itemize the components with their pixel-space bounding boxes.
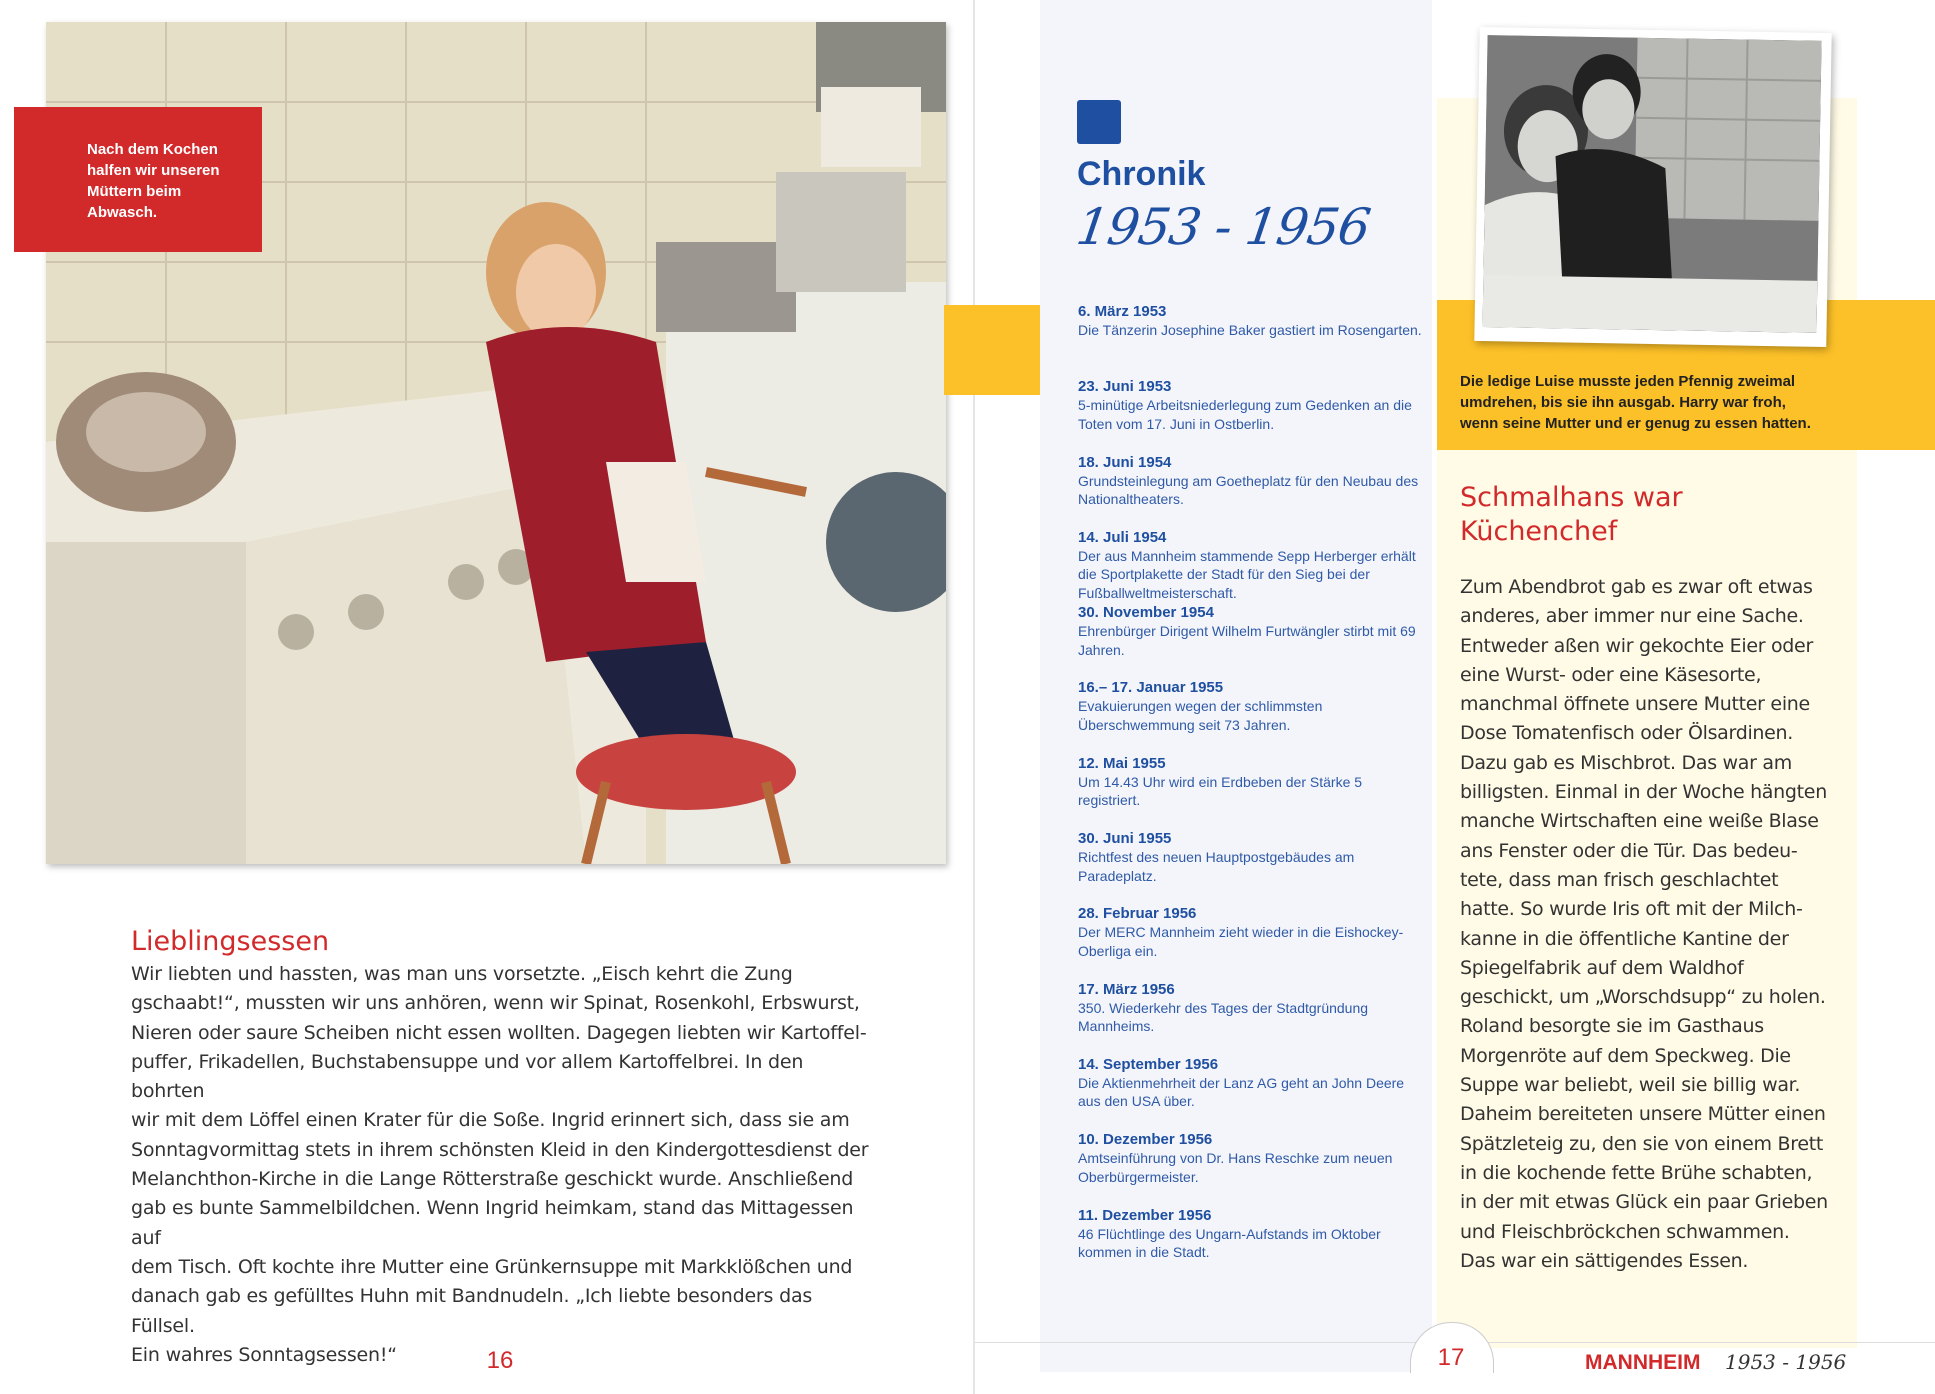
chronik-text: 5-minütige Arbeitsniederlegung zum Gedenken an die Toten vom 17. Juni in Ostberlin. [1078,397,1412,432]
chronik-entry [1078,377,1423,452]
chronik-text: Die Aktienmehrheit der Lanz AG geht an John Deere aus den USA über. [1078,1074,1405,1110]
chronik-entry [1078,1055,1423,1130]
chronik-text: 350. Wiederkehr des Tages der Stadtgründung Mannheims. [1078,999,1369,1035]
chronik-title: Chronik [1077,155,1206,193]
chronik-date: 12. Mai 1955 [1078,754,1166,772]
chronik-date: 23. Juni 1953 [1078,378,1172,396]
yellow-accent-band-left [944,305,1040,395]
chronik-entry [1078,1206,1423,1281]
chronik-text: Evakuierungen wegen der schlimmsten Überschwemmung seit 73 Jahren. [1078,698,1323,733]
footer-years: 1953 - 1956 [1725,1350,1847,1374]
chronik-date: 30. Juni 1955 [1078,830,1172,848]
footer-brand: MANNHEIM [1585,1351,1701,1374]
chronik-square-icon [1077,100,1121,144]
chronik-entry [1078,528,1423,603]
chronik-entry [1078,603,1423,678]
chronik-text: Der aus Mannheim stammende Sepp Herberger erhält die Sportplakette der Stadt für den Sieg bei der Fußballweltmeisterschaft. [1078,547,1416,601]
chronik-date: 14. September 1956 [1078,1055,1219,1073]
chronik-date: 10. Dezember 1956 [1078,1131,1213,1149]
chronik-date: 6. März 1953 [1078,303,1167,320]
page-number-left: 16 [486,1347,514,1374]
mother-son-photo-image [1483,35,1822,333]
chronik-years: 1953 - 1956 [1072,198,1374,256]
chronik-entry [1078,980,1423,1055]
photo-caption-mother-son: Die ledige Luise musste jeden Pfennig zweimal umdrehen, bis sie ihn ausgab. Harry war froh, wenn seine Mutter und er genug zu essen hatten. [1460,373,1811,432]
chronik-text: Der MERC Mannheim zieht wieder in die Eishockey-Oberliga ein. [1078,924,1404,959]
chronik-date: 18. Juni 1954 [1078,453,1172,471]
chronik-date: 17. März 1956 [1078,980,1175,998]
chronik-entry [1078,302,1423,377]
heading-lieblingsessen: Lieblingsessen [131,926,330,957]
chronik-entry [1078,678,1423,753]
chronik-date: 16.– 17. Januar 1955 [1078,679,1224,697]
chronik-entry [1078,754,1423,829]
chronik-date: 28. Februar 1956 [1078,905,1197,923]
photo-caption-kitchen: Nach dem Kochen halfen wir unseren Müttern beim Abwasch. [14,107,262,252]
mother-son-photo [1474,27,1831,347]
chronik-list [1078,302,1423,1281]
chronik-entry [1078,829,1423,904]
chronik-date: 11. Dezember 1956 [1078,1206,1212,1224]
chronik-date: 30. November 1954 [1078,604,1214,622]
chronik-text: Die Tänzerin Josephine Baker gastiert im Rosengarten. [1078,322,1422,338]
heading-schmalhans: Schmalhans war Küchenchef [1460,482,1683,547]
chronik-text: Grundsteinlegung am Goetheplatz für den Neubau des Nationaltheaters. [1078,472,1419,508]
body-text-left: Wir liebten und hassten, was man uns vorsetzte. „Eisch kehrt die Zung gschaabt!“, mussten wir uns anhören, wenn wir Spinat, Rosenkohl, Erbswurst, Nieren oder saure Scheiben nicht essen wollten. Dagegen liebten wir Kartoffel- puffer, Frikadellen, Buchstabensuppe und vor allem Kartoffelbrei. In den bohrten wir mit dem Löffel einen Krater für die Soße. Ingrid erinnert sich, dass sie am Sonntagvormittag stets in ihrem schönsten Kleid in den Kindergottesdienst der Melanchthon-Kirche in die Lange Rötterstraße geschickt wurde. Anschließend gab es bunte Sammelbildchen. Wenn Ingrid heimkam, stand das Mittagessen auf dem Tisch. Oft kochte ihre Mutter eine Grünkernsuppe mit Markklößchen und danach gab es gefülltes Huhn mit Bandnudeln. „Ich liebte besonders das Füllsel. Ein wahres Sonntagsessen!“ [131,963,869,1366]
chronik-text: Um 14.43 Uhr wird ein Erdbeben der Stärke 5 registriert. [1078,773,1363,809]
body-text-right: Zum Abendbrot gab es zwar oft etwas anderes, aber immer nur eine Sache. Entweder aßen wir gekochte Eier oder eine Wurst- oder eine Käsesorte, manchmal öffnete unsere Mutter eine Dose Tomatenfisch oder Ölsardinen. Dazu gab es Mischbrot. Das war am billigsten. Einmal in der Woche hängten manche Wirtschaften eine weiße Blase ans Fenster oder die Tür. Das bedeu- tete, dass man frisch geschlachtet hatte. So wurde Iris oft mit der Milch- kanne in die öffentliche Kantine der Spiegelfabrik auf dem Waldhof geschickt, um „Worschdsupp“ zu holen. Roland besorgte sie im Gasthaus Morgenröte auf dem Speckweg. Die Suppe war beliebt, weil sie billig war. Daheim bereiteten unsere Mütter einen Spätzleteig zu, den sie von einem Brett in die kochende fette Brühe schabten, in der mit etwas Glück ein paar Grieben und Fleischbröckchen schwammen. Das war ein sättigendes Essen. [1460,576,1828,1272]
chronik-entry [1078,1130,1423,1205]
chronik-text: Ehrenbürger Dirigent Wilhelm Furtwängler stirbt mit 69 Jahren. [1078,623,1416,658]
chronik-text: Amtseinführung von Dr. Hans Reschke zum neuen Oberbürgermeister. [1078,1150,1393,1185]
mother-son-photo-illustration [1483,35,1822,333]
chronik-text: Richtfest des neuen Hauptpostgebäudes am Paradeplatz. [1078,849,1355,884]
chronik-date: 14. Juli 1954 [1078,528,1167,546]
page-number-right: 17 [1437,1344,1465,1371]
chronik-text: 46 Flüchtlinge des Ungarn-Aufstands im Oktober kommen in die Stadt. [1078,1225,1381,1261]
chronik-entry [1078,904,1423,979]
chronik-entry [1078,453,1423,528]
